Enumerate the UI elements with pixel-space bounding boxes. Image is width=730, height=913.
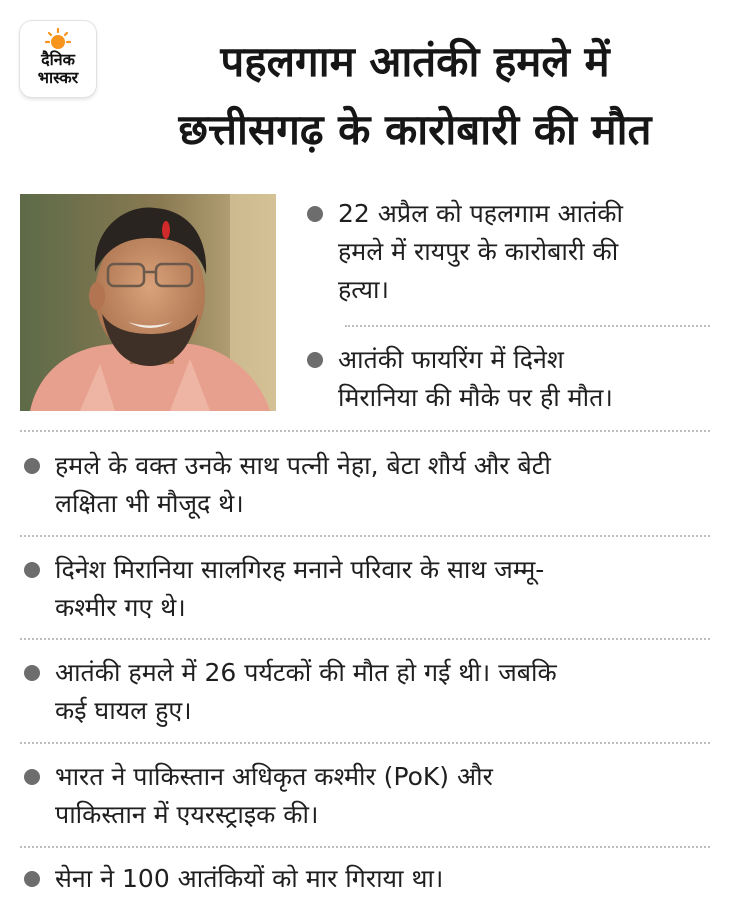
bullet-text-line: सेना ने 100 आतंकियों को मार गिराया था। <box>55 864 444 893</box>
dotted-divider <box>20 846 710 848</box>
bullet-dot-icon <box>307 206 323 222</box>
bullet-text-line: 22 अप्रैल को पहलगाम आतंकी <box>338 199 623 228</box>
dainik-bhaskar-logo <box>20 21 96 97</box>
bullet-text-line: कश्मीर गए थे। <box>55 593 186 622</box>
portrait-image <box>20 194 276 411</box>
bullet-dot-icon <box>24 871 40 887</box>
dotted-divider <box>20 535 710 537</box>
bullet-text-line: आतंकी हमले में 26 पर्यटकों की मौत हो गई थी। जबकि <box>55 658 557 687</box>
bullet-text-line: दिनेश मिरानिया सालगिरह मनाने परिवार के साथ जम्मू- <box>55 555 545 584</box>
headline-line-1: पहलगाम आतंकी हमले में <box>220 37 610 86</box>
headline-line-2: छत्तीसगढ़ के कारोबारी की मौत <box>178 105 652 154</box>
dotted-divider <box>345 325 710 327</box>
bullet-text-line: मिरानिया की मौके पर ही मौत। <box>338 383 613 412</box>
bullet-dot-icon <box>24 562 40 578</box>
bullet-dot-icon <box>24 665 40 681</box>
dotted-divider <box>20 430 710 432</box>
bullet-text-line: लक्षिता भी मौजूद थे। <box>55 489 244 518</box>
logo-line-1: दैनिक <box>41 50 75 69</box>
bullet-text-line: पाकिस्तान में एयरस्ट्राइक की। <box>55 800 319 829</box>
bullet-dot-icon <box>24 458 40 474</box>
bullet-text-line: हत्या। <box>338 275 389 304</box>
dotted-divider <box>20 742 710 744</box>
dotted-divider <box>20 638 710 640</box>
headline <box>110 28 720 164</box>
bullet-dot-icon <box>24 769 40 785</box>
bullet-text-line: कई घायल हुए। <box>55 696 192 725</box>
bullet-text-line: भारत ने पाकिस्तान अधिकृत कश्मीर (PoK) और <box>55 762 493 791</box>
portrait-photo <box>20 194 276 411</box>
bullet-text-line: हमले के वक्त उनके साथ पत्नी नेहा, बेटा शौर्य और बेटी <box>55 451 551 480</box>
bullet-dot-icon <box>307 352 323 368</box>
logo-line-2: भास्कर <box>37 68 79 87</box>
bullet-text-line: हमले में रायपुर के कारोबारी की <box>338 237 619 266</box>
bullet-text-line: आतंकी फायरिंग में दिनेश <box>338 345 564 374</box>
